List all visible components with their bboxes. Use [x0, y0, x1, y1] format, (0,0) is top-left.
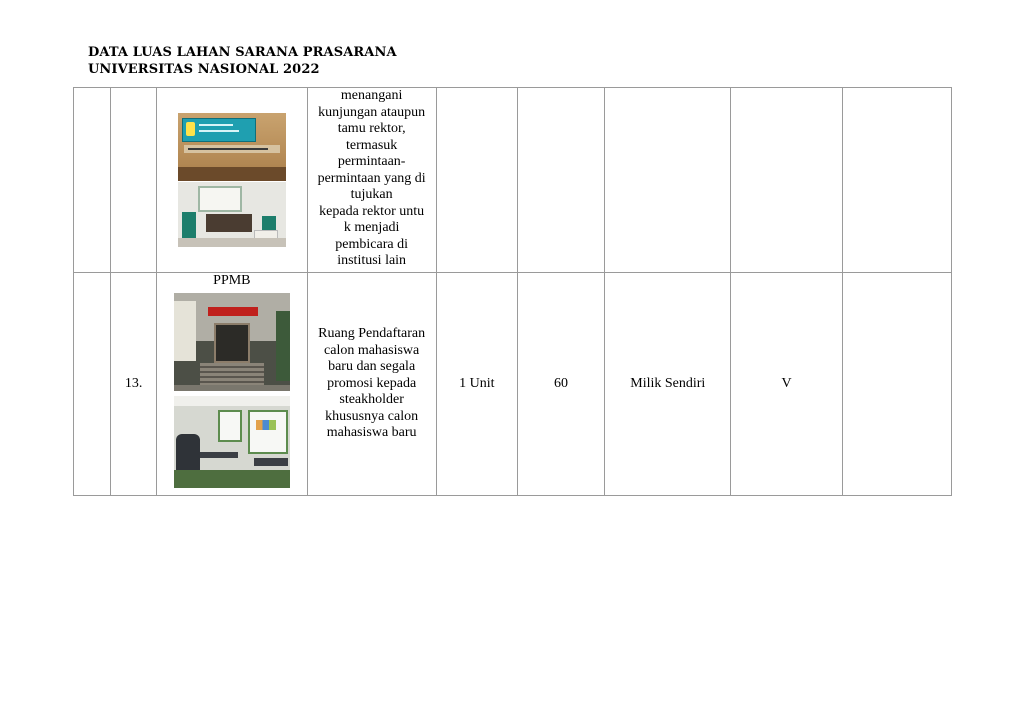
area-cell — [517, 88, 604, 273]
table-row — [74, 88, 952, 273]
ownership-cell: Milik Sendiri — [605, 273, 731, 496]
quantity-cell — [436, 88, 517, 273]
description-cell: menangani kunjungan ataupun tamu rektor, termasuk permintaan- permintaan yang di tujukan kepada rektor untu k menjadi pembicara di institusi lain — [307, 88, 436, 273]
row-number-cell: 13. — [111, 273, 157, 496]
photo-cell — [157, 273, 307, 496]
condition-cell — [731, 88, 842, 273]
ppmb-building-photo — [174, 293, 290, 391]
photo-cell — [157, 88, 307, 273]
table-row — [74, 273, 952, 496]
notes-cell — [842, 88, 951, 273]
area-cell: 60 — [517, 273, 604, 496]
rektor-office-nameplate-photo — [178, 113, 286, 181]
quantity-cell: 1 Unit — [436, 273, 517, 496]
notes-cell — [842, 273, 951, 496]
rektor-office-room-photo — [178, 182, 286, 247]
document-header — [88, 44, 397, 78]
row-marker-cell — [74, 273, 111, 496]
header-subtitle: UNIVERSITAS NASIONAL 2022 — [88, 62, 320, 77]
description-cell: Ruang Pendaftaran calon mahasiswa baru dan segala promosi kepada steakholder khususnya calon mahasiswa baru — [307, 273, 436, 496]
row-number-cell — [111, 88, 157, 273]
row-marker-cell — [74, 88, 111, 273]
ownership-cell — [605, 88, 731, 273]
condition-cell: V — [731, 273, 842, 496]
facility-table — [73, 87, 952, 496]
header-title: DATA LUAS LAHAN SARANA PRASARANA — [88, 45, 397, 60]
photo-title: PPMB — [213, 273, 251, 288]
ppmb-registration-room-photo — [174, 396, 290, 488]
